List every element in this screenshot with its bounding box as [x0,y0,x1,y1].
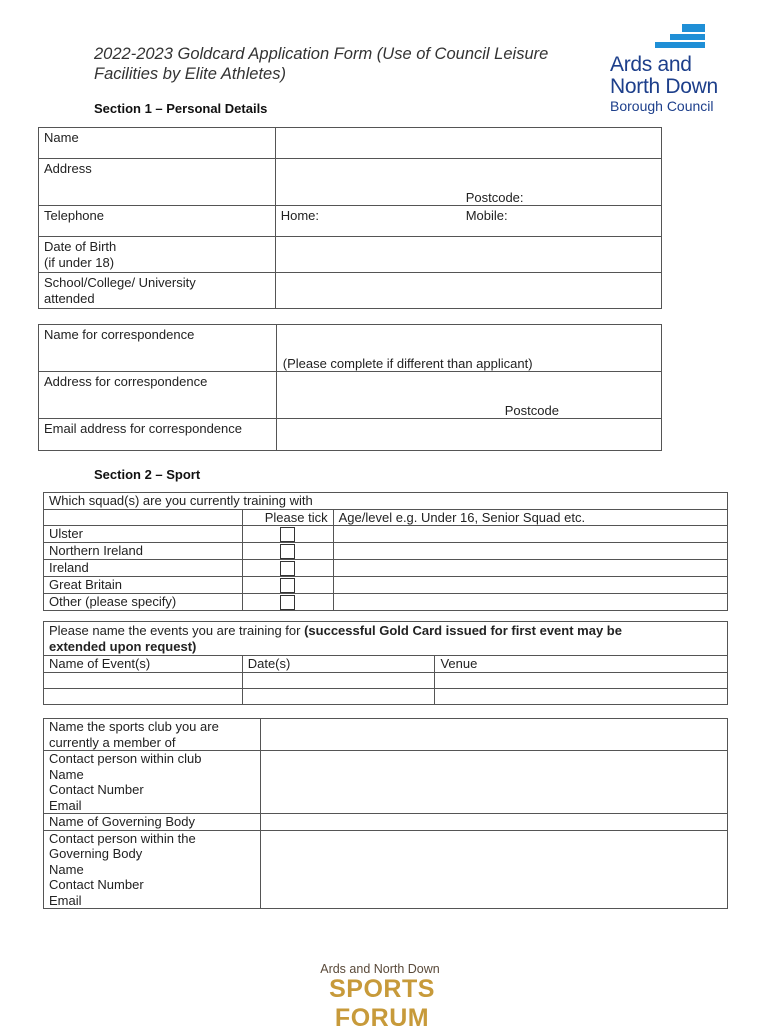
events-intro-bold-1: (successful Gold Card issued for first event may be [304,623,622,638]
squad-ulster-level-field[interactable] [333,526,727,543]
school-label-line1: School/College/ University [44,275,196,290]
event-row1-name-field[interactable] [44,672,243,688]
gb-contact-number: Contact Number [49,877,144,892]
governing-body-label: Name of Governing Body [44,814,261,831]
club-label [44,719,261,751]
corr-postcode-label: Postcode [504,403,559,418]
gb-contact-line2: Governing Body [49,846,143,861]
event-row2-venue-field[interactable] [435,688,728,704]
events-intro-text: Please name the events you are training for [49,623,305,638]
personal-details-table [38,127,662,309]
corr-note: (Please complete if different than applicant) [282,356,533,371]
event-row1-dates-field[interactable] [242,672,435,688]
sports-forum-logo-main: SPORTS FORUM [329,975,435,1032]
dob-label-line2: (if under 18) [44,254,115,270]
club-contact-line1: Contact person within club [49,751,202,766]
form-title [94,44,604,84]
governing-body-field[interactable] [260,814,727,831]
squad-ulster-checkbox[interactable] [280,527,295,542]
council-logo-line2: North Down [610,75,718,98]
council-logo-flag-icon [610,24,740,54]
squad-other-level-field[interactable] [333,594,727,611]
event-row1-venue-field[interactable] [435,672,728,688]
gb-contact-field[interactable] [260,830,727,909]
squads-table [43,492,728,611]
address-label: Address [39,159,276,206]
squad-gb-tick-cell [242,577,333,594]
event-row2-name-field[interactable] [44,688,243,704]
address-field[interactable] [275,159,661,206]
club-contact-field[interactable] [260,751,727,814]
council-logo-line1: Ards and [610,53,692,76]
postcode-label: Postcode: [465,190,524,205]
telephone-label: Telephone [39,206,276,237]
dob-label [39,237,276,273]
squad-ni-label: Northern Ireland [44,543,243,560]
squads-header-blank [44,509,243,526]
council-logo [610,24,740,114]
squad-other-label: Other (please specify) [44,594,243,611]
squad-ireland-label: Ireland [44,560,243,577]
club-label-line1: Name the sports club you are [49,719,219,734]
form-title-line1: 2022-2023 Goldcard Application Form (Use of Council Leisure [94,45,549,63]
club-label-line2: currently a member of [49,734,176,750]
form-title-line2: Facilities by Elite Athletes) [94,65,286,83]
gb-contact-line1: Contact person within the [49,830,196,846]
dob-field[interactable] [275,237,661,273]
school-label [39,273,276,309]
squad-ireland-checkbox[interactable] [280,561,295,576]
gb-contact-name: Name [49,861,84,877]
club-contact-name: Name [49,766,84,782]
name-label: Name [39,128,276,159]
school-field[interactable] [275,273,661,309]
corr-email-field[interactable] [276,419,661,451]
squad-ireland-tick-cell [242,560,333,577]
section2-heading: Section 2 – Sport [94,467,201,482]
club-contact-label [44,751,261,814]
club-contact-number: Contact Number [49,782,144,797]
section1-heading: Section 1 – Personal Details [94,101,268,116]
sports-forum-logo-top: Ards and North Down [320,962,440,976]
school-label-line2: attended [44,290,95,306]
squad-ni-level-field[interactable] [333,543,727,560]
gb-contact-label [44,830,261,909]
club-table [43,718,728,909]
squad-ulster-label: Ulster [44,526,243,543]
events-col-dates: Date(s) [242,656,435,673]
squad-ulster-tick-cell [242,526,333,543]
events-table [43,621,728,705]
corr-email-label: Email address for correspondence [39,419,277,451]
corr-address-label: Address for correspondence [39,372,277,419]
squads-title: Which squad(s) are you currently training with [44,493,728,510]
club-field[interactable] [260,719,727,751]
corr-name-label: Name for correspondence [39,325,277,372]
home-label: Home: [280,208,319,223]
club-contact-email: Email [49,797,82,813]
events-intro [44,622,728,656]
squad-gb-checkbox[interactable] [280,578,295,593]
corr-address-field[interactable] [276,372,661,419]
squad-other-checkbox[interactable] [280,595,295,610]
event-row2-dates-field[interactable] [242,688,435,704]
age-level-header: Age/level e.g. Under 16, Senior Squad etc. [333,509,727,526]
gb-contact-email: Email [49,892,82,908]
correspondence-table [38,324,662,451]
squad-ni-checkbox[interactable] [280,544,295,559]
squad-gb-label: Great Britain [44,577,243,594]
council-logo-line3: Borough Council [610,98,714,114]
events-col-venue: Venue [435,656,728,673]
squad-gb-level-field[interactable] [333,577,727,594]
name-field[interactable] [275,128,661,159]
corr-name-field[interactable] [276,325,661,372]
telephone-field[interactable] [275,206,661,237]
dob-label-line1: Date of Birth [44,239,117,254]
mobile-label: Mobile: [465,208,508,223]
squad-other-tick-cell [242,594,333,611]
events-intro-bold-2: extended upon request) [49,638,197,654]
squad-ni-tick-cell [242,543,333,560]
please-tick-header: Please tick [242,509,333,526]
events-col-name: Name of Event(s) [44,656,243,673]
squad-ireland-level-field[interactable] [333,560,727,577]
